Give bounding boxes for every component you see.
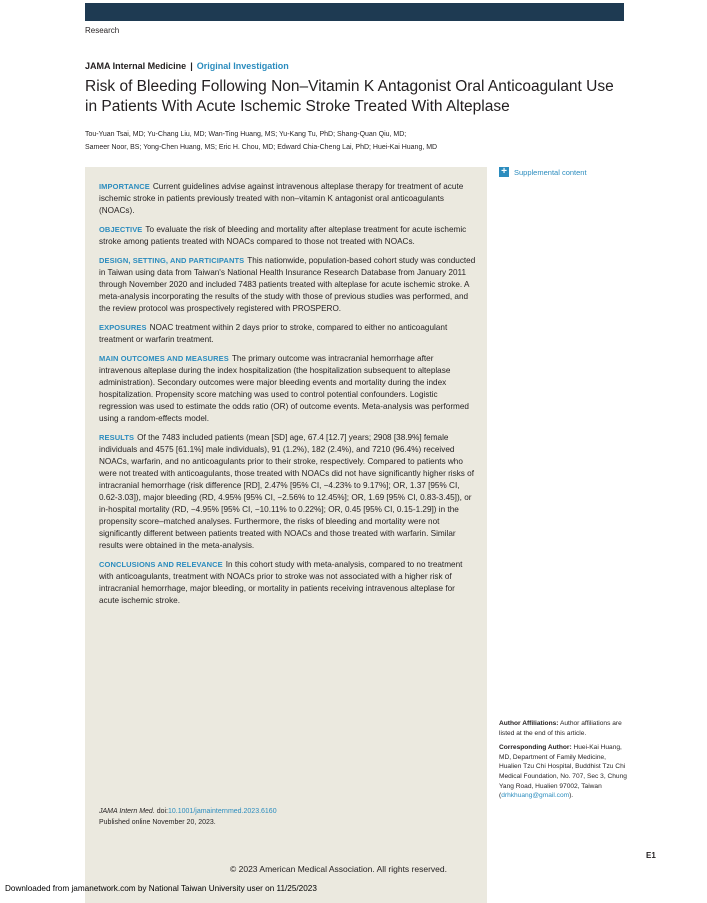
abstract-heading: EXPOSURES: [99, 323, 147, 332]
article-type: Original Investigation: [196, 61, 289, 71]
abstract-body: To evaluate the risk of bleeding and mortality after alteplase treatment for acute ischemic stroke among patients treated with NOACs compared to those not treated with NOACs.: [99, 225, 467, 246]
abstract-objective: [99, 224, 477, 248]
abstract-text: [99, 181, 477, 614]
author-affiliations: [499, 719, 627, 806]
abstract-body: NOAC treatment within 2 days prior to stroke, compared to either no anticoagulant treatment or warfarin treatment.: [99, 323, 448, 344]
abstract-heading: DESIGN, SETTING, AND PARTICIPANTS: [99, 256, 245, 265]
article-title: Risk of Bleeding Following Non–Vitamin K Antagonist Oral Anticoagulant Use in Patients With Acute Ischemic Stroke Treated With Alteplase: [85, 78, 614, 115]
abstract-results: [99, 432, 477, 552]
header-bar: [85, 3, 624, 21]
doi-link[interactable]: 10.1001/jamainternmed.2023.6160: [168, 808, 277, 815]
abstract-conclusions: [99, 559, 477, 607]
abstract-heading: OBJECTIVE: [99, 225, 143, 234]
abstract-heading: RESULTS: [99, 433, 135, 442]
abstract-box: [85, 167, 487, 903]
abstract-body: Of the 7483 included patients (mean [SD] age, 67.4 [12.7] years; 2908 [38.9%] female individuals and 4575 [61.1%] male individuals), 91 (1.2%), 182 (2.4%), and 7210 (96.4%) received NOACs, warfarin, and no anticoagulants prior to their stroke, respectively. Compared to patients who were not treated with anticoagulants, those treated with NOACs did not have significantly higher risks of intracranial hemorrhage (risk difference [RD], 2.47% [95% CI, −4.23% to 9.17%]; OR, 1.37 [95% CI, 0.62-3.03]), major bleeding (RD, 4.95% [95% CI, −2.56% to 12.45%]; OR, 1.69 [95% CI, 0.83-3.45]), or in-hospital mortality (RD, −4.95% [95% CI, −10.11% to 0.22%]; OR, 0.45 [95% CI, 0.15-1.29]) in the propensity score–matched analyses. Furthermore, the risks of bleeding and mortality were not significantly different between patients treated with NOACs and those treated with warfarin. Similar results were obtained in the meta-analysis.: [99, 433, 475, 550]
abstract-body: The primary outcome was intracranial hemorrhage after intravenous alteplase during the index hospitalization (the hospitalization subsequent to alteplase administration). Secondary outcomes were major bleeding events and mortality during the index hospitalization. Propensity score matching was used to control potential confounders. Logistic regression was used to estimate the odds ratio (OR) of outcome events. Meta-analysis was performed using a random-effects model.: [99, 354, 469, 423]
journal-name: JAMA Internal Medicine: [85, 61, 187, 71]
journal-line: [85, 61, 289, 71]
corresponding-label: Corresponding Author:: [499, 744, 572, 752]
abstract-body: Current guidelines advise against intravenous alteplase therapy for treatment of acute ischemic stroke in patients previously treated with non–vitamin K antagonist oral anticoagulants (NOACs).: [99, 182, 464, 215]
page-number: E1: [646, 851, 656, 860]
copyright: © 2023 American Medical Association. All rights reserved.: [230, 864, 447, 874]
abstract-heading: MAIN OUTCOMES AND MEASURES: [99, 354, 229, 363]
citation-line: [99, 807, 277, 818]
author-line: Sameer Noor, BS; Yong-Chen Huang, MS; Eric H. Chou, MD; Edward Chia-Cheng Lai, PhD; Huei-Kai Huang, MD: [85, 144, 438, 151]
affiliations-note: [499, 719, 627, 738]
abstract-heading: CONCLUSIONS AND RELEVANCE: [99, 560, 223, 569]
supplemental-label[interactable]: Supplemental content: [514, 167, 587, 177]
download-notice: Downloaded from jamanetwork.com by National Taiwan University user on 11/25/2023: [5, 884, 317, 893]
abstract-body: This nationwide, population-based cohort study was conducted in Taiwan using data from Taiwan's National Health Insurance Research Database from January 2011 through November 2020 and included 7483 patients treated with alteplase for acute ischemic stroke. A meta-analysis incorporating the results of the study with those of previous studies was performed, and the review protocol was prospectively registered with PROSPERO.: [99, 256, 476, 313]
affiliations-text: Author affiliations are listed at the end of this article.: [499, 720, 622, 737]
abstract-design: [99, 255, 477, 315]
citation-journal: JAMA Intern Med.: [99, 808, 155, 815]
abstract-heading: IMPORTANCE: [99, 182, 150, 191]
published-date: Published online November 20, 2023.: [99, 818, 216, 826]
abstract-importance: [99, 181, 477, 217]
section-label: Research: [85, 26, 120, 35]
corresponding-text: Huei-Kai Huang, MD, Department of Family Medicine, Hualien Tzu Chi Hospital, Buddhist Tzu Chi Medical Foundation, No. 707, Sec 3, Chung Yang Road, Hualien 97002, Taiwan (: [499, 744, 627, 800]
supplemental-content-link[interactable]: [499, 167, 587, 177]
corresponding-end: ).: [569, 792, 574, 800]
abstract-body: In this cohort study with meta-analysis, compared to no treatment with anticoagulants, treatment with NOACs prior to stroke was not associated with a higher risk of intracranial hemorrhage, major bleeding, or mortality in patients receiving intravenous alteplase for acute ischemic stroke.: [99, 560, 463, 605]
journal-separator: |: [190, 61, 193, 71]
email-link[interactable]: drhkhuang@gmail.com: [501, 792, 570, 800]
plus-icon: +: [499, 167, 509, 177]
abstract-exposures: [99, 322, 477, 346]
affiliations-label: Author Affiliations:: [499, 720, 559, 727]
author-list: [85, 128, 505, 154]
author-line: Tou-Yuan Tsai, MD; Yu-Chang Liu, MD; Wan-Ting Huang, MS; Yu-Kang Tu, PhD; Shang-Quan Qiu, MD;: [85, 131, 407, 138]
doi-label: doi:: [156, 808, 169, 815]
abstract-outcomes: [99, 353, 477, 425]
corresponding-author: [499, 743, 627, 801]
citation: [99, 807, 277, 828]
